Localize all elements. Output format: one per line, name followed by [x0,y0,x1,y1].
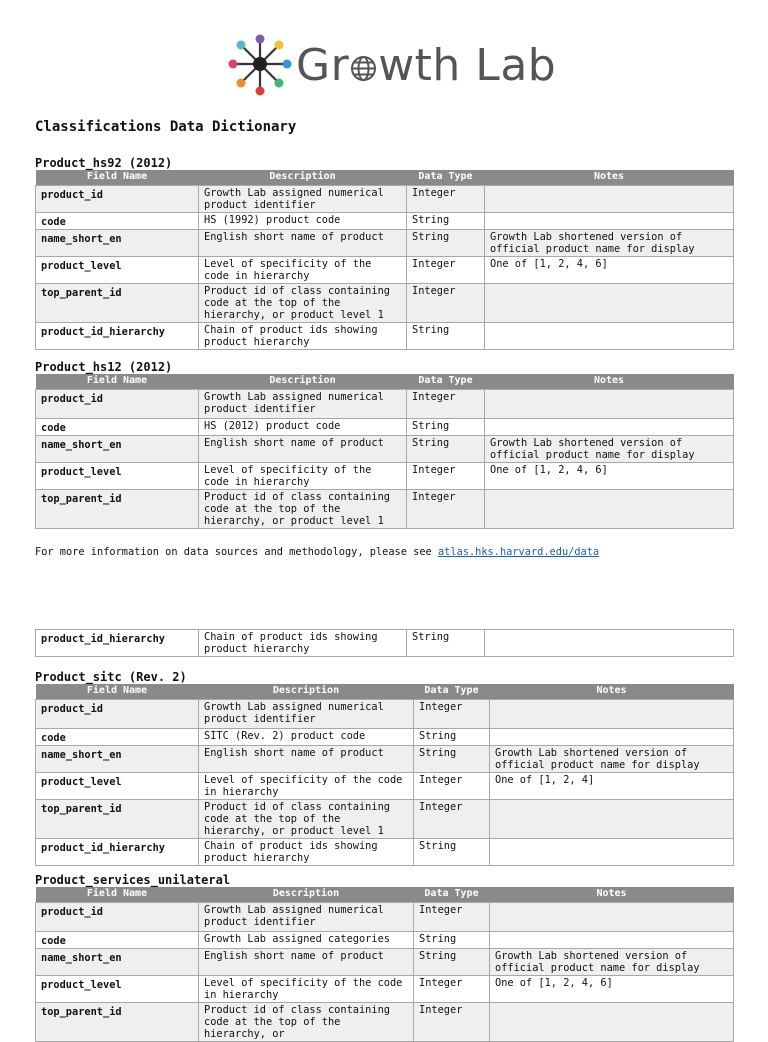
table-row [36,975,734,1002]
notes-cell [490,699,734,728]
notes-cell [490,1002,734,1041]
data-type-cell: Integer [414,902,490,931]
description-cell: Chain of product ids showing product hierarchy [199,630,407,657]
table-header-row [36,374,734,389]
description-cell: Product id of class containing code at the top of the hierarchy, or product level 1 [199,799,414,838]
column-header: Data Type [414,684,490,699]
growth-lab-logo [228,32,557,100]
notes-cell [485,322,734,349]
data-type-cell: String [407,212,485,229]
data-type-cell: String [414,838,490,865]
description-cell: Growth Lab assigned categories [199,931,414,948]
footer-note: For more information on data sources and methodology, please see atlas.hks.harvard.edu/data [35,546,600,558]
data-type-cell: Integer [414,772,490,799]
table-header-row [36,170,734,185]
column-header: Notes [485,374,734,389]
table-row [36,728,734,745]
description-cell: Growth Lab assigned numerical product identifier [199,389,407,418]
column-header: Description [199,684,414,699]
table-row [36,699,734,728]
section [35,670,734,866]
column-header: Data Type [407,374,485,389]
notes-cell: One of [1, 2, 4, 6] [485,256,734,283]
data-type-cell: String [414,948,490,975]
field-name-cell: top_parent_id [36,283,199,322]
table-row [36,212,734,229]
column-header: Data Type [407,170,485,185]
section [35,360,734,529]
logo-wordmark: Gr wth Lab [296,40,557,91]
notes-cell [485,212,734,229]
table-row [36,489,734,528]
data-type-cell: Integer [414,799,490,838]
description-cell: English short name of product [199,229,407,256]
description-cell: Growth Lab assigned numerical product identifier [199,902,414,931]
field-name-cell: name_short_en [36,948,199,975]
data-type-cell: String [414,931,490,948]
column-header: Notes [490,887,734,902]
data-type-cell: String [414,728,490,745]
notes-cell: Growth Lab shortened version of official product name for display [490,745,734,772]
table-row [36,948,734,975]
notes-cell [490,931,734,948]
table-row [36,745,734,772]
field-name-cell: name_short_en [36,745,199,772]
field-name-cell: product_id [36,389,199,418]
data-source-link[interactable]: atlas.hks.harvard.edu/data [437,546,600,558]
data-dictionary-table [35,374,734,529]
description-cell: HS (1992) product code [199,212,407,229]
table-row [36,256,734,283]
table-row [36,838,734,865]
notes-cell: Growth Lab shortened version of official product name for display [490,948,734,975]
data-type-cell: String [407,322,485,349]
table-row [36,435,734,462]
table-row [36,229,734,256]
description-cell: Chain of product ids showing product hierarchy [199,322,407,349]
column-header: Notes [485,170,734,185]
section [35,873,734,1042]
description-cell: Level of specificity of the code in hierarchy [199,772,414,799]
field-name-cell: product_level [36,772,199,799]
column-header: Field Name [36,170,199,185]
notes-cell: Growth Lab shortened version of official product name for display [485,229,734,256]
notes-cell [485,489,734,528]
notes-cell: Growth Lab shortened version of official product name for display [485,435,734,462]
table-row [36,799,734,838]
field-name-cell: code [36,418,199,435]
document-title: Classifications Data Dictionary [35,119,297,135]
field-name-cell: product_id_hierarchy [36,630,199,657]
column-header: Description [199,374,407,389]
notes-cell [485,283,734,322]
notes-cell [485,389,734,418]
table-header-row [36,887,734,902]
section [35,629,734,657]
data-dictionary-table [35,629,734,657]
field-name-cell: product_id [36,699,199,728]
column-header: Field Name [36,374,199,389]
column-header: Field Name [36,684,199,699]
description-cell: English short name of product [199,745,414,772]
field-name-cell: code [36,728,199,745]
data-type-cell: Integer [407,283,485,322]
notes-cell: One of [1, 2, 4, 6] [485,462,734,489]
globe-icon [350,55,377,82]
description-cell: Growth Lab assigned numerical product identifier [199,185,407,212]
network-icon [228,32,292,96]
field-name-cell: product_id_hierarchy [36,838,199,865]
field-name-cell: product_level [36,462,199,489]
data-type-cell: Integer [407,256,485,283]
column-header: Field Name [36,887,199,902]
data-type-cell: Integer [407,185,485,212]
field-name-cell: name_short_en [36,435,199,462]
data-type-cell: String [407,630,485,657]
column-header: Notes [490,684,734,699]
section [35,156,734,350]
notes-cell: One of [1, 2, 4, 6] [490,975,734,1002]
notes-cell [490,799,734,838]
field-name-cell: product_level [36,256,199,283]
table-header-row [36,684,734,699]
field-name-cell: top_parent_id [36,799,199,838]
field-name-cell: name_short_en [36,229,199,256]
data-type-cell: String [407,229,485,256]
description-cell: Product id of class containing code at the top of the hierarchy, or [199,1002,414,1041]
description-cell: HS (2012) product code [199,418,407,435]
data-type-cell: Integer [414,1002,490,1041]
field-name-cell: top_parent_id [36,489,199,528]
description-cell: Level of specificity of the code in hierarchy [199,462,407,489]
data-type-cell: Integer [407,389,485,418]
notes-cell [485,630,734,657]
description-cell: Product id of class containing code at the top of the hierarchy, or product level 1 [199,283,407,322]
description-cell: Level of specificity of the code in hierarchy [199,256,407,283]
table-row [36,418,734,435]
description-cell: SITC (Rev. 2) product code [199,728,414,745]
field-name-cell: code [36,212,199,229]
column-header: Description [199,170,407,185]
description-cell: English short name of product [199,435,407,462]
data-type-cell: String [407,418,485,435]
data-type-cell: Integer [407,489,485,528]
table-row [36,389,734,418]
field-name-cell: product_id [36,185,199,212]
field-name-cell: product_level [36,975,199,1002]
section-title: Product_sitc (Rev. 2) [35,670,187,684]
notes-cell [490,728,734,745]
section-title: Product_hs92 (2012) [35,156,173,170]
notes-cell [485,185,734,212]
field-name-cell: top_parent_id [36,1002,199,1041]
section-title: Product_services_unilateral [35,873,231,887]
field-name-cell: product_id_hierarchy [36,322,199,349]
table-row [36,322,734,349]
description-cell: Growth Lab assigned numerical product identifier [199,699,414,728]
table-row [36,630,734,657]
table-row [36,1002,734,1041]
data-type-cell: Integer [414,699,490,728]
column-header: Description [199,887,414,902]
notes-cell [485,418,734,435]
table-row [36,185,734,212]
table-row [36,931,734,948]
data-type-cell: String [407,435,485,462]
table-row [36,772,734,799]
data-type-cell: Integer [407,462,485,489]
notes-cell [490,902,734,931]
data-dictionary-table [35,684,734,866]
description-cell: Chain of product ids showing product hierarchy [199,838,414,865]
description-cell: Product id of class containing code at the top of the hierarchy, or product level 1 [199,489,407,528]
section-title: Product_hs12 (2012) [35,360,173,374]
column-header: Data Type [414,887,490,902]
table-row [36,283,734,322]
table-row [36,462,734,489]
table-row [36,902,734,931]
data-dictionary-table [35,170,734,350]
data-type-cell: String [414,745,490,772]
field-name-cell: product_id [36,902,199,931]
data-dictionary-table [35,887,734,1042]
description-cell: English short name of product [199,948,414,975]
data-type-cell: Integer [414,975,490,1002]
description-cell: Level of specificity of the code in hierarchy [199,975,414,1002]
notes-cell [490,838,734,865]
notes-cell: One of [1, 2, 4] [490,772,734,799]
field-name-cell: code [36,931,199,948]
